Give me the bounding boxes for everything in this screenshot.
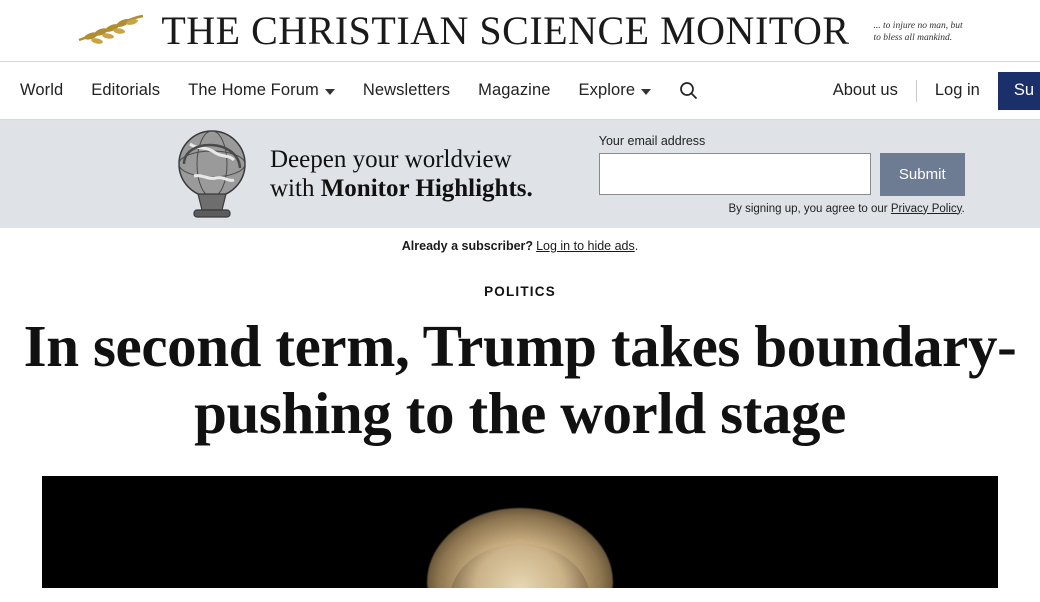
nav-item-magazine[interactable]: [464, 81, 564, 100]
globe-icon: [176, 124, 248, 224]
privacy-disclaimer-suffix: .: [961, 202, 965, 215]
chevron-down-icon: [325, 89, 335, 95]
privacy-disclaimer-prefix: By signing up, you agree to our: [728, 202, 891, 215]
nav-item-explore[interactable]: [565, 81, 666, 100]
nav-item-label: The Home Forum: [188, 81, 319, 99]
privacy-policy-link[interactable]: Privacy Policy: [890, 202, 962, 215]
nav-item-label: Explore: [578, 81, 636, 99]
newsletter-signup-form: [599, 134, 965, 215]
page-title: In second term, Trump takes boundary-pushing to the world stage: [23, 313, 1017, 446]
promo-text: [270, 145, 533, 203]
promo-line-2: [270, 174, 533, 203]
submit-button[interactable]: Submit: [880, 153, 965, 196]
nav-item-label: Newsletters: [362, 81, 451, 99]
masthead: [0, 0, 1040, 62]
tagline-line-2: to bless all mankind.: [873, 32, 953, 43]
site-wordmark: THE CHRISTIAN SCIENCE MONITOR: [161, 8, 850, 53]
subscriber-login-strip: [0, 228, 1040, 264]
nav-about-us[interactable]: About us: [832, 81, 898, 99]
newsletter-promo-banner: [0, 120, 1040, 228]
article-header: [0, 264, 1040, 588]
nav-item-label: Editorials: [91, 81, 161, 99]
nav-log-in[interactable]: Log in: [934, 81, 980, 99]
site-tagline: [874, 20, 963, 44]
nav-item-the-home-forum[interactable]: [174, 81, 349, 100]
search-icon: [679, 81, 698, 100]
subscriber-strip-suffix: .: [634, 239, 639, 253]
masthead-logo-group[interactable]: [77, 7, 962, 54]
article-kicker[interactable]: POLITICS: [484, 284, 556, 299]
tagline-line-1: ... to injure no man, but: [873, 20, 963, 31]
promo-line-1: Deepen your worldview: [270, 146, 512, 173]
main-navigation: [0, 62, 1040, 120]
privacy-disclaimer: [599, 203, 965, 215]
nav-right-group: [815, 62, 1040, 119]
chevron-down-icon: [641, 89, 651, 95]
subscribe-button[interactable]: Su: [998, 72, 1040, 110]
article-hero-image: [42, 476, 998, 588]
hide-ads-login-link[interactable]: Log in to hide ads: [536, 239, 635, 253]
nav-item-label: World: [20, 81, 64, 99]
nav-item-newsletters[interactable]: [349, 81, 464, 100]
nav-item-editorials[interactable]: [77, 81, 174, 100]
nav-left-group: [0, 81, 712, 100]
nav-item-label: Magazine: [478, 81, 551, 99]
subscriber-prompt: Already a subscriber?: [401, 239, 534, 253]
email-field-label: Your email address: [598, 133, 706, 148]
email-field[interactable]: [599, 153, 871, 195]
olive-branch-icon: [77, 14, 147, 48]
promo-line-2-bold: Monitor Highlights.: [320, 175, 533, 202]
promo-line-2-prefix: with: [270, 175, 321, 202]
search-button[interactable]: [665, 81, 712, 100]
email-submit-row: [599, 153, 965, 196]
nav-item-world[interactable]: [6, 81, 77, 100]
